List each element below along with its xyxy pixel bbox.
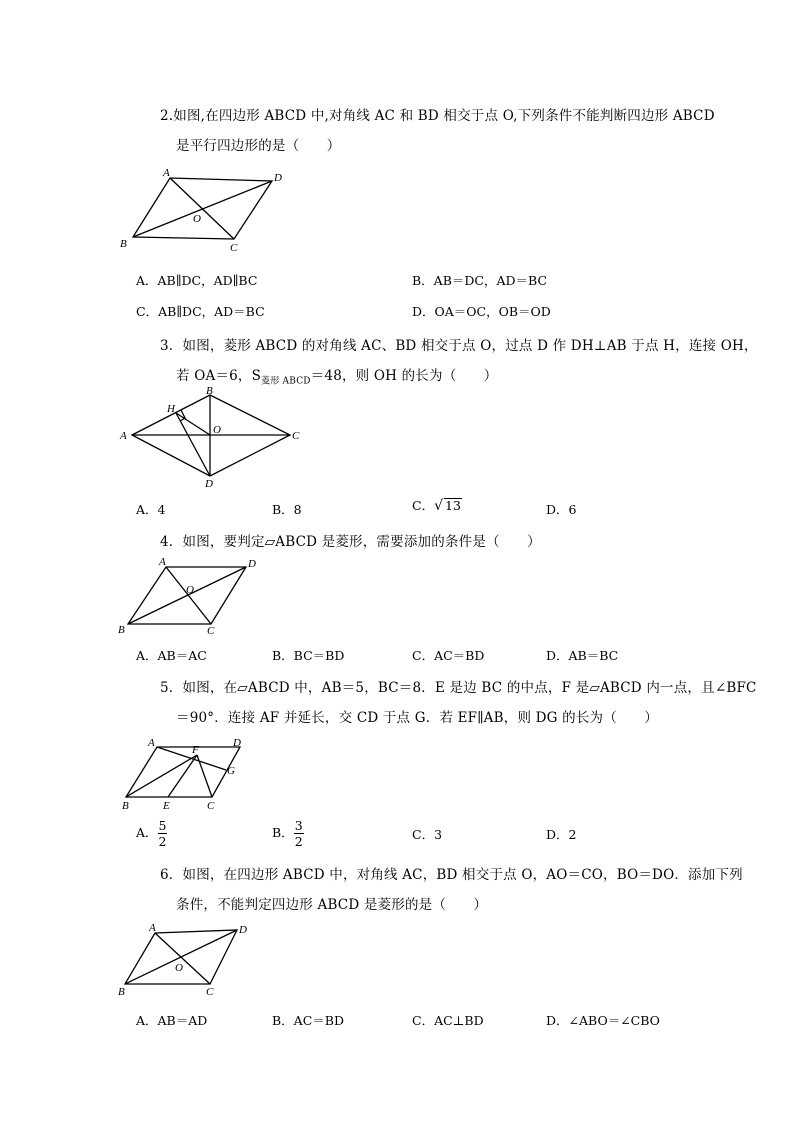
q3-stem-line2-post: ＝48，则 OH 的长为（ ） — [310, 368, 498, 384]
q3-figure — [115, 383, 315, 493]
q2-option-c[interactable]: C．AB∥DC，AD＝BC — [136, 304, 265, 319]
q5-segment-cf — [197, 755, 212, 797]
q6-diagonal-bd — [125, 930, 237, 984]
q5-option-a-denominator: 2 — [158, 834, 167, 849]
q5-segment-bf — [126, 755, 197, 797]
q6-stem-line1: 6．如图，在四边形 ABCD 中，对角线 AC，BD 相交于点 O，AO＝CO，BO＝DO．添加下列 — [160, 867, 743, 883]
q5-label-b: B — [122, 800, 129, 812]
q5-segment-ef — [168, 755, 197, 797]
q3-label-h: H — [167, 403, 175, 415]
q6-label-o: O — [175, 962, 183, 974]
q5-option-d[interactable]: D．2 — [546, 827, 577, 842]
q6-option-b[interactable]: B．AC＝BD — [272, 1013, 344, 1028]
q5-label-g: G — [227, 765, 235, 777]
q4-label-d: D — [248, 558, 256, 570]
q2-diagonal-ac — [170, 178, 234, 239]
q5-option-a-numerator: 5 — [158, 818, 167, 833]
q5-option-a-fraction — [158, 818, 168, 849]
q4-stem: 4．如图，要判定▱ABCD 是菱形，需要添加的条件是（ ） — [160, 534, 541, 550]
q2-stem-line2: 是平行四边形的是（ ） — [176, 138, 341, 154]
q6-label-a: A — [149, 922, 156, 934]
q6-label-c: C — [206, 986, 214, 998]
q3-option-a[interactable]: A．4 — [136, 502, 166, 517]
q4-option-a[interactable]: A．AB＝AC — [136, 648, 207, 663]
q5-option-b-prefix: B． — [272, 825, 294, 840]
q3-option-c-radicand: 13 — [445, 498, 461, 513]
q3-option-b[interactable]: B．8 — [272, 502, 302, 517]
q2-label-d: D — [274, 172, 282, 184]
q2-label-c: C — [230, 242, 238, 254]
q3-segment-oh — [176, 413, 210, 435]
q6-option-c[interactable]: C．AC⊥BD — [412, 1013, 484, 1028]
q3-stem-line2-sub: 菱形 ABCD — [261, 376, 311, 387]
q6-label-d: D — [239, 924, 247, 936]
q4-label-a: A — [159, 556, 166, 568]
q5-label-c: C — [207, 800, 215, 812]
q5-option-b-numerator: 3 — [294, 818, 303, 833]
q3-label-b: B — [206, 385, 213, 397]
q6-option-a[interactable]: A．AB＝AD — [136, 1013, 208, 1028]
q5-option-a[interactable] — [136, 818, 167, 849]
q2-stem-line1: 2.如图,在四边形 ABCD 中,对角线 AC 和 BD 相交于点 O,下列条件不能判断四边形 ABCD — [160, 108, 715, 124]
q4-option-d[interactable]: D．AB＝BC — [546, 648, 619, 663]
q5-option-b[interactable] — [272, 818, 304, 849]
q5-option-a-prefix: A． — [136, 825, 158, 840]
q2-diagonal-bd — [133, 181, 272, 237]
q6-figure — [110, 916, 270, 1001]
q5-stem-line1: 5．如图，在▱ABCD 中，AB＝5，BC＝8．E 是边 BC 的中点，F 是▱ABCD 内一点，且∠BFC — [160, 680, 757, 696]
q4-option-b[interactable]: B．BC＝BD — [272, 648, 345, 663]
q4-label-o: O — [186, 584, 194, 596]
q4-label-b: B — [118, 624, 125, 636]
q6-label-b: B — [118, 986, 125, 998]
q2-label-o: O — [193, 213, 201, 225]
q2-option-d[interactable]: D．OA＝OC，OB＝OD — [412, 304, 551, 319]
q2-label-a: A — [163, 167, 170, 179]
q6-stem-line2: 条件，不能判定四边形 ABCD 是菱形的是（ ） — [176, 897, 488, 913]
q2-label-b: B — [120, 238, 127, 250]
q3-label-o: O — [213, 424, 221, 436]
q5-label-e: E — [163, 800, 170, 812]
q3-stem-line1: 3．如图，菱形 ABCD 的对角线 AC、BD 相交于点 O，过点 D 作 DH⊥AB 于点 H，连接 OH， — [160, 338, 758, 354]
q4-label-c: C — [207, 625, 215, 637]
q4-figure — [110, 553, 270, 638]
q5-label-f: F — [192, 744, 199, 756]
q3-option-d[interactable]: D．6 — [546, 502, 577, 517]
q2-option-a[interactable]: A．AB∥DC，AD∥BC — [136, 273, 258, 288]
q3-label-d: D — [205, 478, 213, 490]
q4-option-c[interactable]: C．AC＝BD — [412, 648, 485, 663]
q5-option-b-fraction — [294, 818, 304, 849]
q5-stem-line2: ＝90°．连接 AF 并延长，交 CD 于点 G．若 EF∥AB，则 DG 的长为（ ） — [176, 710, 659, 726]
q3-option-c-prefix: C． — [412, 498, 435, 513]
q5-label-d: D — [233, 737, 241, 749]
q2-option-b[interactable]: B．AB＝DC，AD＝BC — [412, 273, 548, 288]
q5-parallelogram — [126, 747, 240, 797]
q5-option-c[interactable]: C．3 — [412, 827, 443, 842]
radical-sign-icon: √ — [434, 498, 443, 514]
q5-label-a: A — [148, 737, 155, 749]
q3-label-c: C — [292, 430, 300, 442]
q3-stem-line2-pre: 若 OA＝6，S — [176, 368, 262, 384]
q6-diagonal-ac — [155, 933, 210, 984]
q6-option-d[interactable]: D．∠ABO＝∠CBO — [546, 1013, 660, 1028]
q3-label-a: A — [120, 430, 127, 442]
q5-figure — [110, 733, 270, 813]
q2-figure — [110, 160, 310, 260]
q5-option-b-denominator: 2 — [294, 834, 303, 849]
q3-option-c[interactable] — [412, 496, 462, 514]
